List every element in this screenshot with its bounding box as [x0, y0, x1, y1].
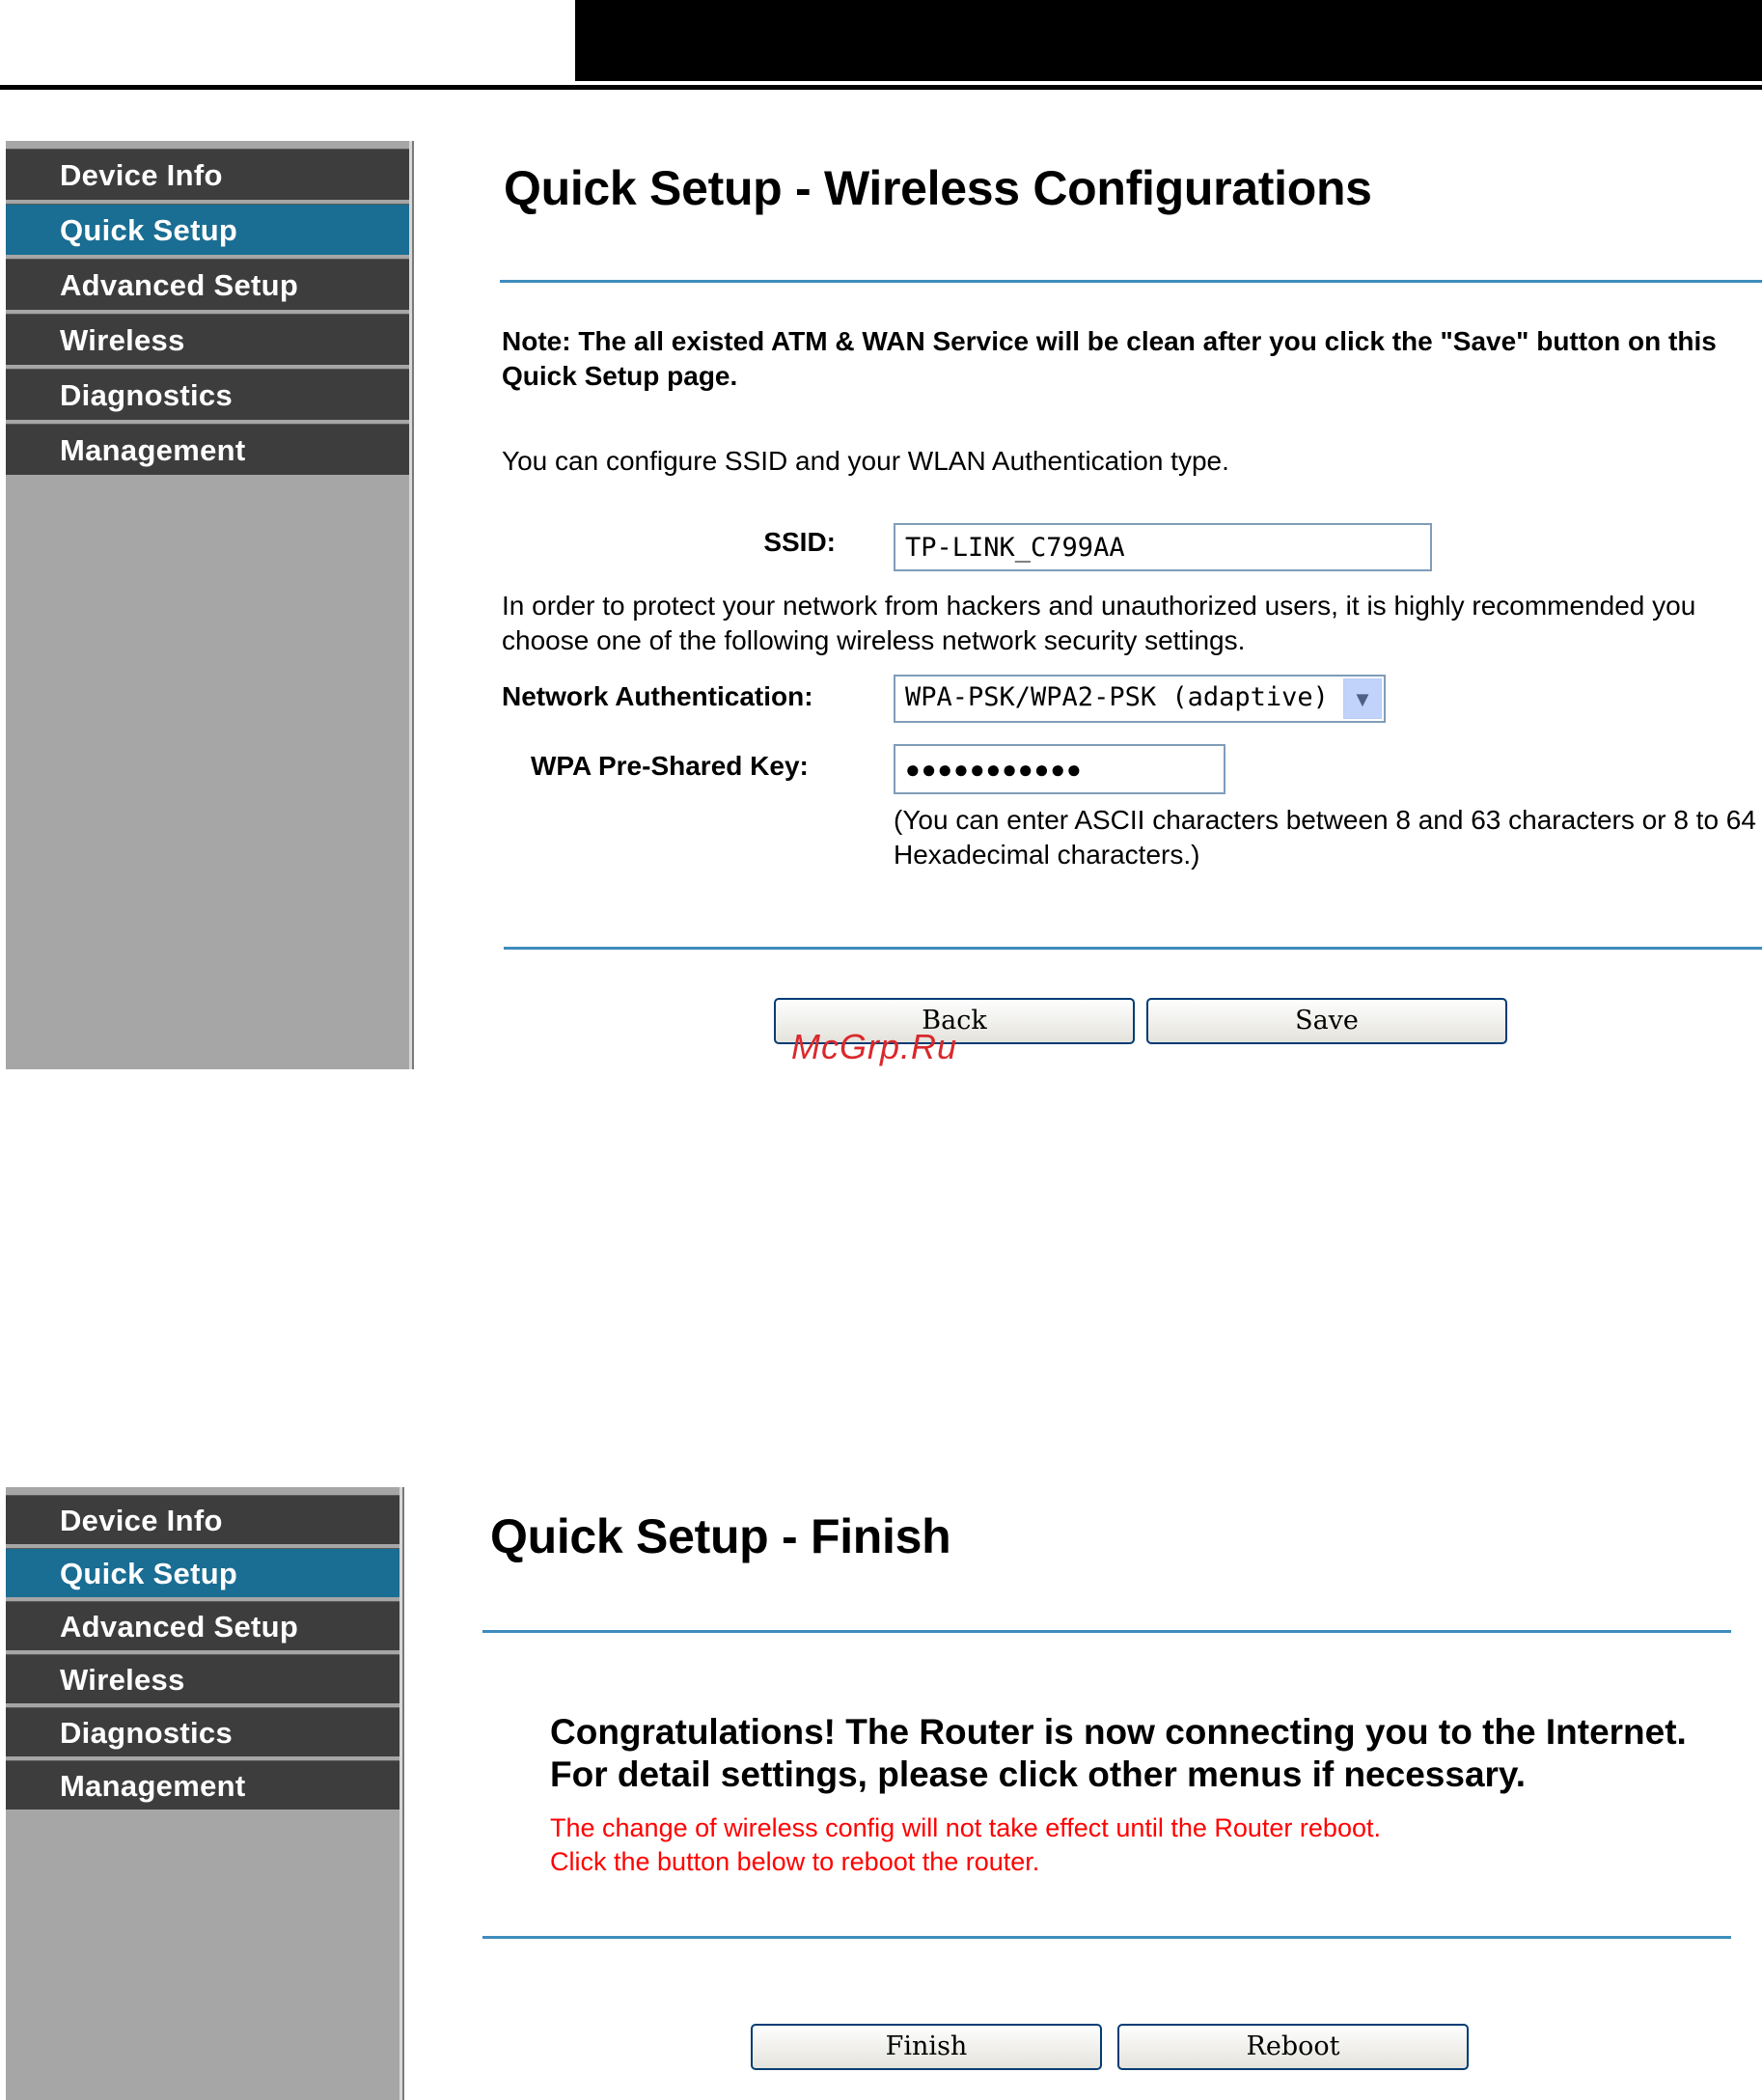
- sidebar-menu: [6, 149, 409, 479]
- main-content: [496, 141, 1762, 1069]
- wireless-config-screenshot: [6, 141, 1762, 1069]
- sidebar-divider: [409, 141, 417, 1069]
- sidebar-item-management[interactable]: Management: [6, 1760, 399, 1810]
- psk-input[interactable]: [894, 744, 1225, 794]
- title-divider: [482, 1630, 1731, 1633]
- header-rule: [0, 85, 1762, 90]
- psk-hint: (You can enter ASCII characters between 8 and 63 characters or 8 to 64 Hexadecimal characters.): [894, 805, 1756, 870]
- sidebar-item-wireless[interactable]: Wireless: [6, 1654, 399, 1703]
- page-title: Quick Setup - Wireless Configurations: [504, 161, 1372, 215]
- sidebar-item-diagnostics[interactable]: Diagnostics: [6, 369, 409, 420]
- sidebar-item-management[interactable]: Management: [6, 424, 409, 475]
- sidebar-item-quick-setup[interactable]: Quick Setup: [6, 204, 409, 255]
- footer-divider: [482, 1936, 1731, 1939]
- save-note: Note: The all existed ATM & WAN Service will be clean after you click the "Save" button on this Quick Setup page.: [502, 326, 1717, 391]
- chevron-down-icon[interactable]: ▼: [1343, 678, 1382, 719]
- sidebar: [6, 1487, 399, 2100]
- sidebar-item-advanced-setup[interactable]: Advanced Setup: [6, 259, 409, 310]
- sidebar-item-device-info[interactable]: Device Info: [6, 1495, 399, 1544]
- warning-line-2: Click the button below to reboot the router.: [550, 1847, 1040, 1876]
- watermark-text: McGrp.Ru: [791, 1027, 958, 1066]
- finish-button[interactable]: Finish: [751, 2024, 1102, 2070]
- reboot-button[interactable]: Reboot: [1117, 2024, 1469, 2070]
- ssid-label: SSID:: [763, 527, 836, 557]
- sidebar-item-device-info[interactable]: Device Info: [6, 149, 409, 200]
- sidebar-menu: [6, 1495, 399, 1813]
- reboot-warning: [550, 1811, 1708, 1879]
- back-button[interactable]: Back: [774, 998, 1135, 1044]
- psk-label: WPA Pre-Shared Key:: [531, 751, 809, 781]
- finish-screenshot: [6, 1487, 1762, 2100]
- congratulations-message: [550, 1711, 1747, 1796]
- sidebar: [6, 141, 409, 1069]
- network-auth-value: WPA-PSK/WPA2-PSK (adaptive): [905, 682, 1329, 712]
- footer-divider: [504, 947, 1762, 950]
- page-title: Quick Setup - Finish: [490, 1509, 951, 1563]
- save-button[interactable]: Save: [1146, 998, 1507, 1044]
- sidebar-divider: [399, 1487, 407, 2100]
- title-divider: [500, 280, 1762, 283]
- header-black-bar: [575, 0, 1762, 81]
- network-auth-select[interactable]: [894, 675, 1386, 723]
- security-recommendation: In order to protect your network from hackers and unauthorized users, it is highly recommended you choose one of the following wireless network security settings.: [502, 591, 1696, 655]
- network-auth-label: Network Authentication:: [502, 681, 813, 711]
- congrats-line-1: Congratulations! The Router is now connecting you to the Internet.: [550, 1712, 1687, 1752]
- sidebar-item-wireless[interactable]: Wireless: [6, 314, 409, 365]
- ssid-input[interactable]: [894, 523, 1432, 571]
- sidebar-item-quick-setup[interactable]: Quick Setup: [6, 1548, 399, 1597]
- congrats-line-2: For detail settings, please click other menus if necessary.: [550, 1755, 1527, 1794]
- config-description: You can configure SSID and your WLAN Authentication type.: [502, 446, 1229, 476]
- warning-line-1: The change of wireless config will not take effect until the Router reboot.: [550, 1813, 1381, 1842]
- sidebar-item-advanced-setup[interactable]: Advanced Setup: [6, 1601, 399, 1650]
- main-content: [482, 1487, 1756, 2100]
- sidebar-item-diagnostics[interactable]: Diagnostics: [6, 1707, 399, 1756]
